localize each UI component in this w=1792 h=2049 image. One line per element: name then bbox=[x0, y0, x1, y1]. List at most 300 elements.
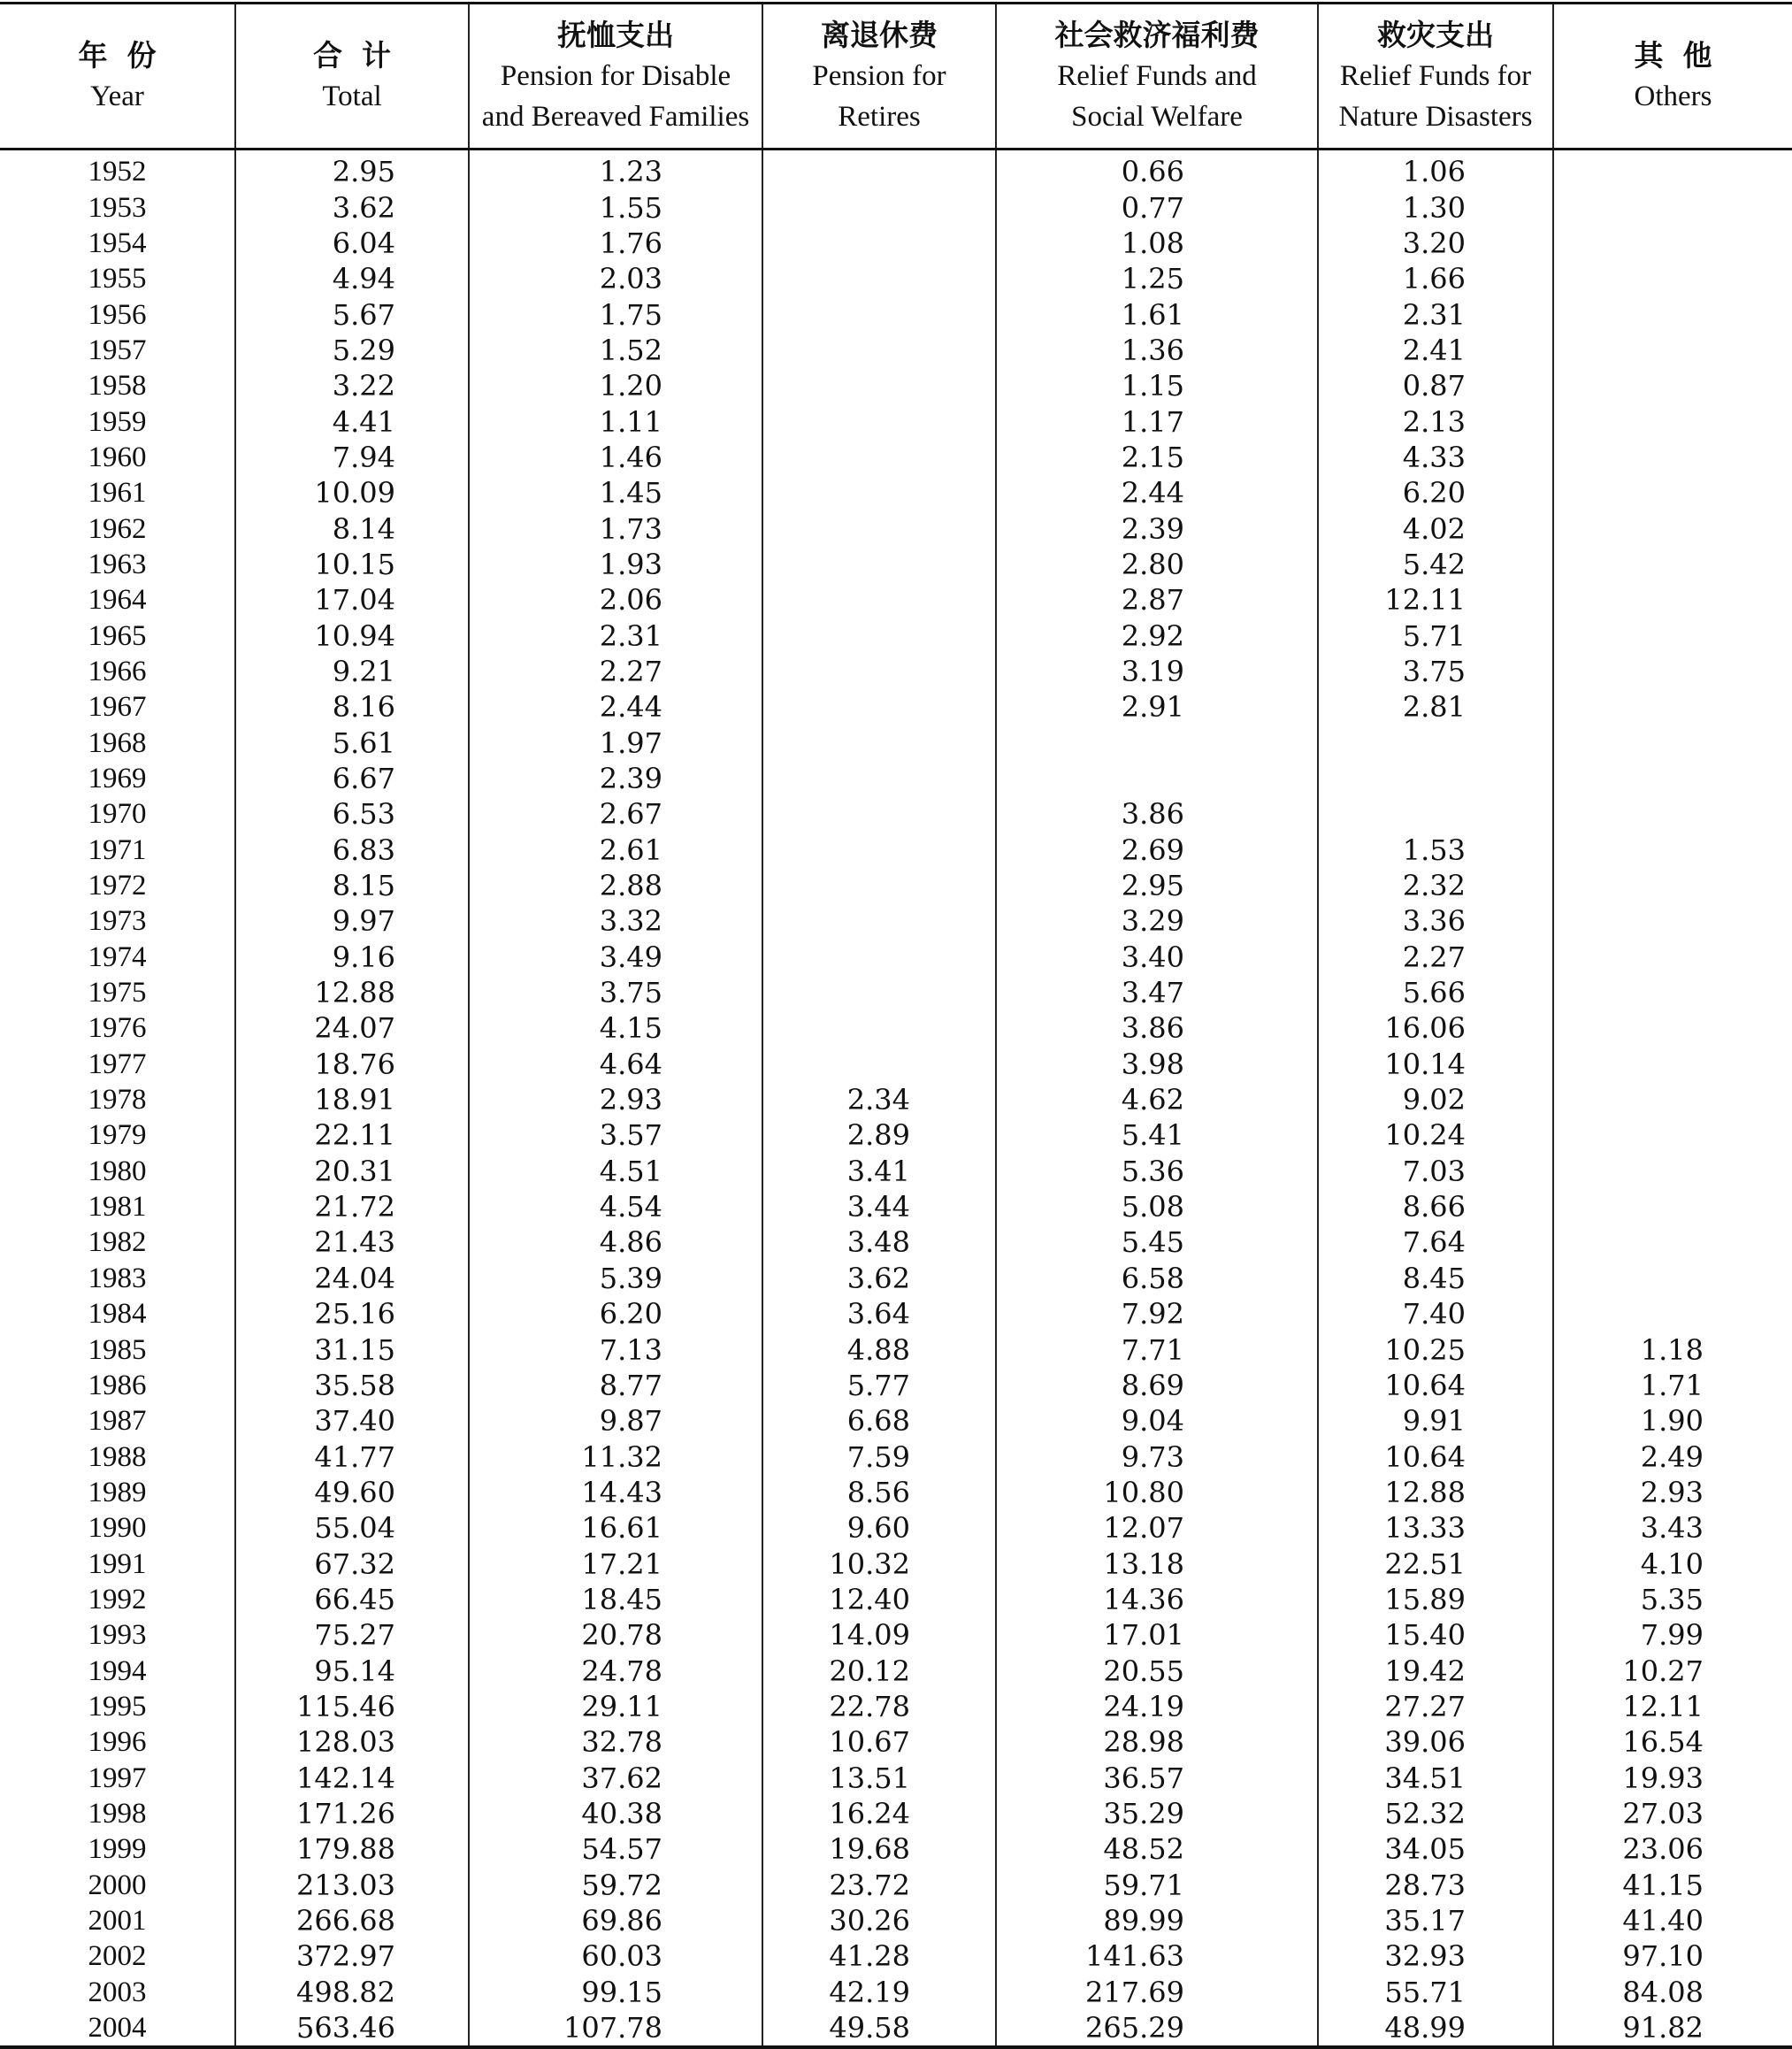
cell-disaster: 2.13 bbox=[1318, 403, 1553, 439]
cell-total: 171.26 bbox=[235, 1796, 469, 1831]
cell-year: 1970 bbox=[88, 798, 147, 831]
cell-others bbox=[1553, 1189, 1792, 1224]
cell-total: 6.67 bbox=[235, 761, 469, 796]
cell-relief: 5.36 bbox=[996, 1154, 1318, 1189]
cell-others bbox=[1553, 833, 1792, 868]
cell-disaster: 52.32 bbox=[1318, 1796, 1553, 1831]
table-row bbox=[0, 1582, 1792, 1617]
table-header bbox=[0, 4, 1792, 150]
cell-retire: 12.40 bbox=[762, 1582, 996, 1617]
header-year-zh: 年份 bbox=[78, 38, 176, 73]
cell-pension: 99.15 bbox=[469, 1975, 762, 2010]
table-row bbox=[0, 1903, 1792, 1938]
cell-others bbox=[1553, 150, 1792, 190]
table-row bbox=[0, 868, 1792, 903]
cell-relief: 20.55 bbox=[996, 1653, 1318, 1688]
cell-relief: 2.91 bbox=[996, 689, 1318, 725]
table-row bbox=[0, 1331, 1792, 1367]
cell-year: 1958 bbox=[88, 370, 147, 403]
cell-retire: 3.64 bbox=[762, 1296, 996, 1331]
cell-relief: 2.95 bbox=[996, 868, 1318, 903]
cell-disaster: 28.73 bbox=[1318, 1868, 1553, 1903]
cell-disaster: 3.20 bbox=[1318, 226, 1553, 261]
cell-others bbox=[1553, 1154, 1792, 1189]
cell-pension: 40.38 bbox=[469, 1796, 762, 1831]
cell-disaster: 27.27 bbox=[1318, 1689, 1553, 1724]
table-row bbox=[0, 1796, 1792, 1831]
cell-pension: 37.62 bbox=[469, 1760, 762, 1795]
cell-others bbox=[1553, 1296, 1792, 1331]
cell-pension: 107.78 bbox=[469, 2010, 762, 2047]
cell-year: 2003 bbox=[88, 1976, 147, 2008]
cell-others: 2.49 bbox=[1553, 1439, 1792, 1474]
cell-year: 1962 bbox=[88, 512, 147, 545]
header-year bbox=[0, 4, 235, 150]
cell-total: 2.95 bbox=[235, 150, 469, 190]
cell-retire: 20.12 bbox=[762, 1653, 996, 1688]
cell-others: 41.15 bbox=[1553, 1868, 1792, 1903]
cell-retire bbox=[762, 1047, 996, 1082]
cell-pension: 6.20 bbox=[469, 1296, 762, 1331]
cell-relief: 6.58 bbox=[996, 1261, 1318, 1296]
cell-disaster: 2.27 bbox=[1318, 940, 1553, 975]
cell-total: 22.11 bbox=[235, 1117, 469, 1153]
cell-total: 35.58 bbox=[235, 1368, 469, 1403]
cell-others: 1.90 bbox=[1553, 1403, 1792, 1439]
cell-retire bbox=[762, 975, 996, 1010]
cell-pension: 14.43 bbox=[469, 1475, 762, 1510]
cell-disaster bbox=[1318, 761, 1553, 796]
cell-relief: 9.04 bbox=[996, 1403, 1318, 1439]
cell-total: 4.94 bbox=[235, 261, 469, 296]
cell-year: 1982 bbox=[88, 1226, 147, 1259]
cell-relief: 2.15 bbox=[996, 440, 1318, 475]
table-row bbox=[0, 547, 1792, 582]
table-row bbox=[0, 796, 1792, 832]
cell-others bbox=[1553, 510, 1792, 546]
cell-pension: 3.57 bbox=[469, 1117, 762, 1153]
cell-relief: 1.08 bbox=[996, 226, 1318, 261]
cell-year: 1963 bbox=[88, 548, 147, 580]
table-row bbox=[0, 1975, 1792, 2010]
cell-pension: 2.44 bbox=[469, 689, 762, 725]
cell-retire bbox=[762, 689, 996, 725]
header-pension bbox=[469, 4, 762, 150]
cell-relief: 7.92 bbox=[996, 1296, 1318, 1331]
cell-total: 21.72 bbox=[235, 1189, 469, 1224]
cell-retire bbox=[762, 189, 996, 225]
cell-others bbox=[1553, 296, 1792, 332]
cell-others bbox=[1553, 903, 1792, 939]
cell-relief: 2.39 bbox=[996, 510, 1318, 546]
cell-others: 2.93 bbox=[1553, 1475, 1792, 1510]
cell-others: 1.71 bbox=[1553, 1368, 1792, 1403]
cell-total: 6.04 bbox=[235, 226, 469, 261]
cell-pension: 4.15 bbox=[469, 1010, 762, 1046]
cell-retire bbox=[762, 547, 996, 582]
cell-disaster: 10.64 bbox=[1318, 1439, 1553, 1474]
cell-pension: 9.87 bbox=[469, 1403, 762, 1439]
cell-total: 5.61 bbox=[235, 725, 469, 761]
cell-pension: 11.32 bbox=[469, 1439, 762, 1474]
cell-disaster: 2.32 bbox=[1318, 868, 1553, 903]
table-row bbox=[0, 333, 1792, 368]
cell-retire: 10.67 bbox=[762, 1724, 996, 1760]
cell-disaster: 22.51 bbox=[1318, 1546, 1553, 1581]
cell-pension: 3.49 bbox=[469, 940, 762, 975]
cell-relief: 12.07 bbox=[996, 1510, 1318, 1546]
cell-relief: 141.63 bbox=[996, 1938, 1318, 1974]
table-row bbox=[0, 654, 1792, 689]
cell-year: 1953 bbox=[88, 191, 147, 224]
cell-pension: 1.55 bbox=[469, 189, 762, 225]
cell-retire bbox=[762, 903, 996, 939]
cell-others bbox=[1553, 1261, 1792, 1296]
cell-others bbox=[1553, 618, 1792, 653]
cell-relief bbox=[996, 725, 1318, 761]
cell-others: 10.27 bbox=[1553, 1653, 1792, 1688]
header-relief bbox=[996, 4, 1318, 150]
cell-others bbox=[1553, 403, 1792, 439]
cell-total: 95.14 bbox=[235, 1653, 469, 1688]
table-row bbox=[0, 1261, 1792, 1296]
cell-relief: 3.86 bbox=[996, 1010, 1318, 1046]
cell-total: 24.04 bbox=[235, 1261, 469, 1296]
cell-retire bbox=[762, 654, 996, 689]
cell-others bbox=[1553, 582, 1792, 618]
cell-year: 1966 bbox=[88, 655, 147, 687]
cell-retire: 9.60 bbox=[762, 1510, 996, 1546]
cell-disaster: 19.42 bbox=[1318, 1653, 1553, 1688]
cell-total: 49.60 bbox=[235, 1475, 469, 1510]
cell-retire bbox=[762, 796, 996, 832]
cell-pension: 1.97 bbox=[469, 725, 762, 761]
cell-pension: 1.45 bbox=[469, 475, 762, 510]
cell-retire: 2.34 bbox=[762, 1082, 996, 1117]
table-row bbox=[0, 975, 1792, 1010]
cell-relief: 8.69 bbox=[996, 1368, 1318, 1403]
cell-others bbox=[1553, 368, 1792, 403]
cell-total: 10.15 bbox=[235, 547, 469, 582]
table-row bbox=[0, 1831, 1792, 1867]
cell-relief: 17.01 bbox=[996, 1617, 1318, 1653]
cell-others: 41.40 bbox=[1553, 1903, 1792, 1938]
cell-disaster: 5.66 bbox=[1318, 975, 1553, 1010]
cell-relief: 2.69 bbox=[996, 833, 1318, 868]
cell-pension: 3.75 bbox=[469, 975, 762, 1010]
table-row bbox=[0, 1868, 1792, 1903]
cell-pension: 2.61 bbox=[469, 833, 762, 868]
cell-others bbox=[1553, 189, 1792, 225]
cell-retire bbox=[762, 368, 996, 403]
header-pension-zh: 抚恤支出 bbox=[557, 18, 674, 52]
cell-disaster: 1.30 bbox=[1318, 189, 1553, 225]
cell-year: 1954 bbox=[88, 226, 147, 259]
table-row bbox=[0, 725, 1792, 761]
table-row bbox=[0, 226, 1792, 261]
cell-relief: 14.36 bbox=[996, 1582, 1318, 1617]
cell-others: 3.43 bbox=[1553, 1510, 1792, 1546]
cell-disaster: 7.40 bbox=[1318, 1296, 1553, 1331]
table-row bbox=[0, 582, 1792, 618]
table-row bbox=[0, 1117, 1792, 1153]
header-retire-zh: 离退休费 bbox=[821, 18, 938, 52]
table-row bbox=[0, 761, 1792, 796]
cell-disaster: 55.71 bbox=[1318, 1975, 1553, 2010]
cell-retire: 13.51 bbox=[762, 1760, 996, 1795]
cell-disaster: 3.75 bbox=[1318, 654, 1553, 689]
cell-total: 563.46 bbox=[235, 2010, 469, 2047]
cell-pension: 1.11 bbox=[469, 403, 762, 439]
cell-relief: 3.98 bbox=[996, 1047, 1318, 1082]
cell-pension: 1.46 bbox=[469, 440, 762, 475]
cell-year: 1968 bbox=[88, 726, 147, 759]
table-row bbox=[0, 510, 1792, 546]
header-disaster-en-2: Nature Disasters bbox=[1338, 101, 1533, 133]
cell-total: 20.31 bbox=[235, 1154, 469, 1189]
cell-year: 1987 bbox=[88, 1405, 147, 1438]
cell-total: 5.29 bbox=[235, 333, 469, 368]
cell-pension: 1.23 bbox=[469, 150, 762, 190]
cell-retire: 8.56 bbox=[762, 1475, 996, 1510]
cell-retire: 23.72 bbox=[762, 1868, 996, 1903]
table-row bbox=[0, 2010, 1792, 2047]
cell-relief: 1.17 bbox=[996, 403, 1318, 439]
table-row bbox=[0, 1617, 1792, 1653]
header-retire-en-2: Retires bbox=[838, 101, 921, 133]
cell-total: 66.45 bbox=[235, 1582, 469, 1617]
cell-total: 8.15 bbox=[235, 868, 469, 903]
cell-year: 2002 bbox=[88, 1940, 147, 1973]
table-row bbox=[0, 1224, 1792, 1260]
cell-disaster: 8.66 bbox=[1318, 1189, 1553, 1224]
cell-retire: 4.88 bbox=[762, 1331, 996, 1367]
cell-pension: 2.88 bbox=[469, 868, 762, 903]
cell-year: 1996 bbox=[88, 1726, 147, 1759]
cell-relief: 4.62 bbox=[996, 1082, 1318, 1117]
cell-others bbox=[1553, 333, 1792, 368]
cell-disaster: 48.99 bbox=[1318, 2010, 1553, 2047]
header-pension-en-2: and Bereaved Families bbox=[481, 101, 750, 133]
cell-relief: 59.71 bbox=[996, 1868, 1318, 1903]
cell-disaster: 9.02 bbox=[1318, 1082, 1553, 1117]
cell-total: 7.94 bbox=[235, 440, 469, 475]
cell-retire: 3.48 bbox=[762, 1224, 996, 1260]
cell-others: 27.03 bbox=[1553, 1796, 1792, 1831]
cell-pension: 18.45 bbox=[469, 1582, 762, 1617]
cell-year: 1972 bbox=[88, 870, 147, 902]
cell-pension: 2.31 bbox=[469, 618, 762, 653]
cell-total: 3.62 bbox=[235, 189, 469, 225]
cell-retire: 10.32 bbox=[762, 1546, 996, 1581]
cell-year: 1959 bbox=[88, 405, 147, 438]
cell-disaster: 15.89 bbox=[1318, 1582, 1553, 1617]
header-total bbox=[235, 4, 469, 150]
cell-year: 1976 bbox=[88, 1012, 147, 1045]
cell-others: 4.10 bbox=[1553, 1546, 1792, 1581]
cell-pension: 2.03 bbox=[469, 261, 762, 296]
table-row bbox=[0, 1653, 1792, 1688]
cell-retire bbox=[762, 296, 996, 332]
cell-retire bbox=[762, 1010, 996, 1046]
cell-total: 8.14 bbox=[235, 510, 469, 546]
cell-pension: 4.86 bbox=[469, 1224, 762, 1260]
cell-year: 1981 bbox=[88, 1191, 147, 1224]
cell-others bbox=[1553, 226, 1792, 261]
cell-total: 25.16 bbox=[235, 1296, 469, 1331]
expenditure-table bbox=[0, 2, 1792, 2049]
cell-pension: 1.76 bbox=[469, 226, 762, 261]
table-row bbox=[0, 1938, 1792, 1974]
cell-total: 8.16 bbox=[235, 689, 469, 725]
cell-others bbox=[1553, 940, 1792, 975]
cell-retire bbox=[762, 582, 996, 618]
table-row bbox=[0, 368, 1792, 403]
cell-others bbox=[1553, 1010, 1792, 1046]
cell-disaster: 0.87 bbox=[1318, 368, 1553, 403]
cell-disaster: 7.03 bbox=[1318, 1154, 1553, 1189]
cell-pension: 32.78 bbox=[469, 1724, 762, 1760]
cell-relief: 217.69 bbox=[996, 1975, 1318, 2010]
cell-pension: 1.73 bbox=[469, 510, 762, 546]
cell-year: 1990 bbox=[88, 1512, 147, 1545]
cell-relief: 9.73 bbox=[996, 1439, 1318, 1474]
header-others-zh: 其他 bbox=[1634, 38, 1732, 73]
cell-relief: 3.86 bbox=[996, 796, 1318, 832]
cell-retire: 19.68 bbox=[762, 1831, 996, 1867]
cell-relief: 13.18 bbox=[996, 1546, 1318, 1581]
cell-disaster: 10.64 bbox=[1318, 1368, 1553, 1403]
cell-others bbox=[1553, 547, 1792, 582]
cell-disaster: 10.25 bbox=[1318, 1331, 1553, 1367]
cell-retire bbox=[762, 868, 996, 903]
cell-pension: 4.51 bbox=[469, 1154, 762, 1189]
cell-pension: 4.64 bbox=[469, 1047, 762, 1082]
cell-others bbox=[1553, 689, 1792, 725]
cell-disaster: 5.42 bbox=[1318, 547, 1553, 582]
cell-relief: 24.19 bbox=[996, 1689, 1318, 1724]
cell-year: 1994 bbox=[88, 1654, 147, 1687]
cell-total: 31.15 bbox=[235, 1331, 469, 1367]
cell-year: 1975 bbox=[88, 977, 147, 1009]
cell-total: 142.14 bbox=[235, 1760, 469, 1795]
cell-year: 2001 bbox=[88, 1905, 147, 1938]
cell-total: 5.67 bbox=[235, 296, 469, 332]
cell-others bbox=[1553, 1047, 1792, 1082]
cell-year: 1971 bbox=[88, 833, 147, 866]
table-row bbox=[0, 1296, 1792, 1331]
cell-disaster: 35.17 bbox=[1318, 1903, 1553, 1938]
cell-total: 128.03 bbox=[235, 1724, 469, 1760]
cell-others bbox=[1553, 1224, 1792, 1260]
cell-total: 498.82 bbox=[235, 1975, 469, 2010]
header-disaster-en-1: Relief Funds for bbox=[1339, 60, 1532, 92]
header-others bbox=[1553, 4, 1792, 150]
cell-disaster: 5.71 bbox=[1318, 618, 1553, 653]
header-disaster-zh: 救灾支出 bbox=[1377, 18, 1494, 52]
cell-retire: 7.59 bbox=[762, 1439, 996, 1474]
header-relief-zh: 社会救济福利费 bbox=[1054, 18, 1260, 52]
cell-total: 10.09 bbox=[235, 475, 469, 510]
cell-retire bbox=[762, 261, 996, 296]
cell-relief: 0.77 bbox=[996, 189, 1318, 225]
cell-others: 91.82 bbox=[1553, 2010, 1792, 2047]
cell-pension: 54.57 bbox=[469, 1831, 762, 1867]
header-year-en: Year bbox=[90, 81, 144, 112]
cell-retire: 49.58 bbox=[762, 2010, 996, 2047]
cell-year: 1967 bbox=[88, 691, 147, 724]
cell-disaster: 7.64 bbox=[1318, 1224, 1553, 1260]
cell-pension: 5.39 bbox=[469, 1261, 762, 1296]
cell-others: 84.08 bbox=[1553, 1975, 1792, 2010]
table-row bbox=[0, 1403, 1792, 1439]
table-row bbox=[0, 1475, 1792, 1510]
table-row bbox=[0, 940, 1792, 975]
cell-relief: 3.40 bbox=[996, 940, 1318, 975]
cell-relief: 48.52 bbox=[996, 1831, 1318, 1867]
cell-retire: 41.28 bbox=[762, 1938, 996, 1974]
cell-retire: 22.78 bbox=[762, 1689, 996, 1724]
cell-pension: 1.52 bbox=[469, 333, 762, 368]
cell-retire bbox=[762, 403, 996, 439]
cell-relief: 2.44 bbox=[996, 475, 1318, 510]
cell-year: 1969 bbox=[88, 763, 147, 795]
cell-disaster: 39.06 bbox=[1318, 1724, 1553, 1760]
cell-disaster: 1.06 bbox=[1318, 150, 1553, 190]
cell-others bbox=[1553, 796, 1792, 832]
cell-year: 1952 bbox=[88, 156, 147, 188]
cell-total: 37.40 bbox=[235, 1403, 469, 1439]
cell-relief: 3.47 bbox=[996, 975, 1318, 1010]
cell-disaster bbox=[1318, 796, 1553, 832]
cell-year: 1964 bbox=[88, 584, 147, 617]
cell-retire bbox=[762, 833, 996, 868]
cell-total: 24.07 bbox=[235, 1010, 469, 1046]
cell-total: 266.68 bbox=[235, 1903, 469, 1938]
header-disaster bbox=[1318, 4, 1553, 150]
cell-disaster: 9.91 bbox=[1318, 1403, 1553, 1439]
cell-total: 9.97 bbox=[235, 903, 469, 939]
cell-disaster: 1.53 bbox=[1318, 833, 1553, 868]
cell-relief: 2.80 bbox=[996, 547, 1318, 582]
cell-disaster: 10.24 bbox=[1318, 1117, 1553, 1153]
cell-others: 7.99 bbox=[1553, 1617, 1792, 1653]
cell-year: 1956 bbox=[88, 298, 147, 331]
cell-disaster: 15.40 bbox=[1318, 1617, 1553, 1653]
cell-relief: 2.92 bbox=[996, 618, 1318, 653]
cell-pension: 60.03 bbox=[469, 1938, 762, 1974]
cell-year: 1985 bbox=[88, 1333, 147, 1366]
cell-total: 6.53 bbox=[235, 796, 469, 832]
cell-disaster: 2.41 bbox=[1318, 333, 1553, 368]
cell-year: 1986 bbox=[88, 1369, 147, 1401]
cell-retire: 3.44 bbox=[762, 1189, 996, 1224]
table-row bbox=[0, 1047, 1792, 1082]
table-row bbox=[0, 833, 1792, 868]
table-row bbox=[0, 1760, 1792, 1795]
cell-relief: 3.19 bbox=[996, 654, 1318, 689]
header-pension-en-1: Pension for Disable bbox=[500, 60, 731, 92]
cell-total: 179.88 bbox=[235, 1831, 469, 1867]
cell-pension: 8.77 bbox=[469, 1368, 762, 1403]
cell-disaster: 10.14 bbox=[1318, 1047, 1553, 1082]
cell-total: 41.77 bbox=[235, 1439, 469, 1474]
cell-retire: 3.62 bbox=[762, 1261, 996, 1296]
cell-retire bbox=[762, 475, 996, 510]
cell-total: 3.22 bbox=[235, 368, 469, 403]
cell-retire bbox=[762, 510, 996, 546]
cell-disaster: 12.11 bbox=[1318, 582, 1553, 618]
